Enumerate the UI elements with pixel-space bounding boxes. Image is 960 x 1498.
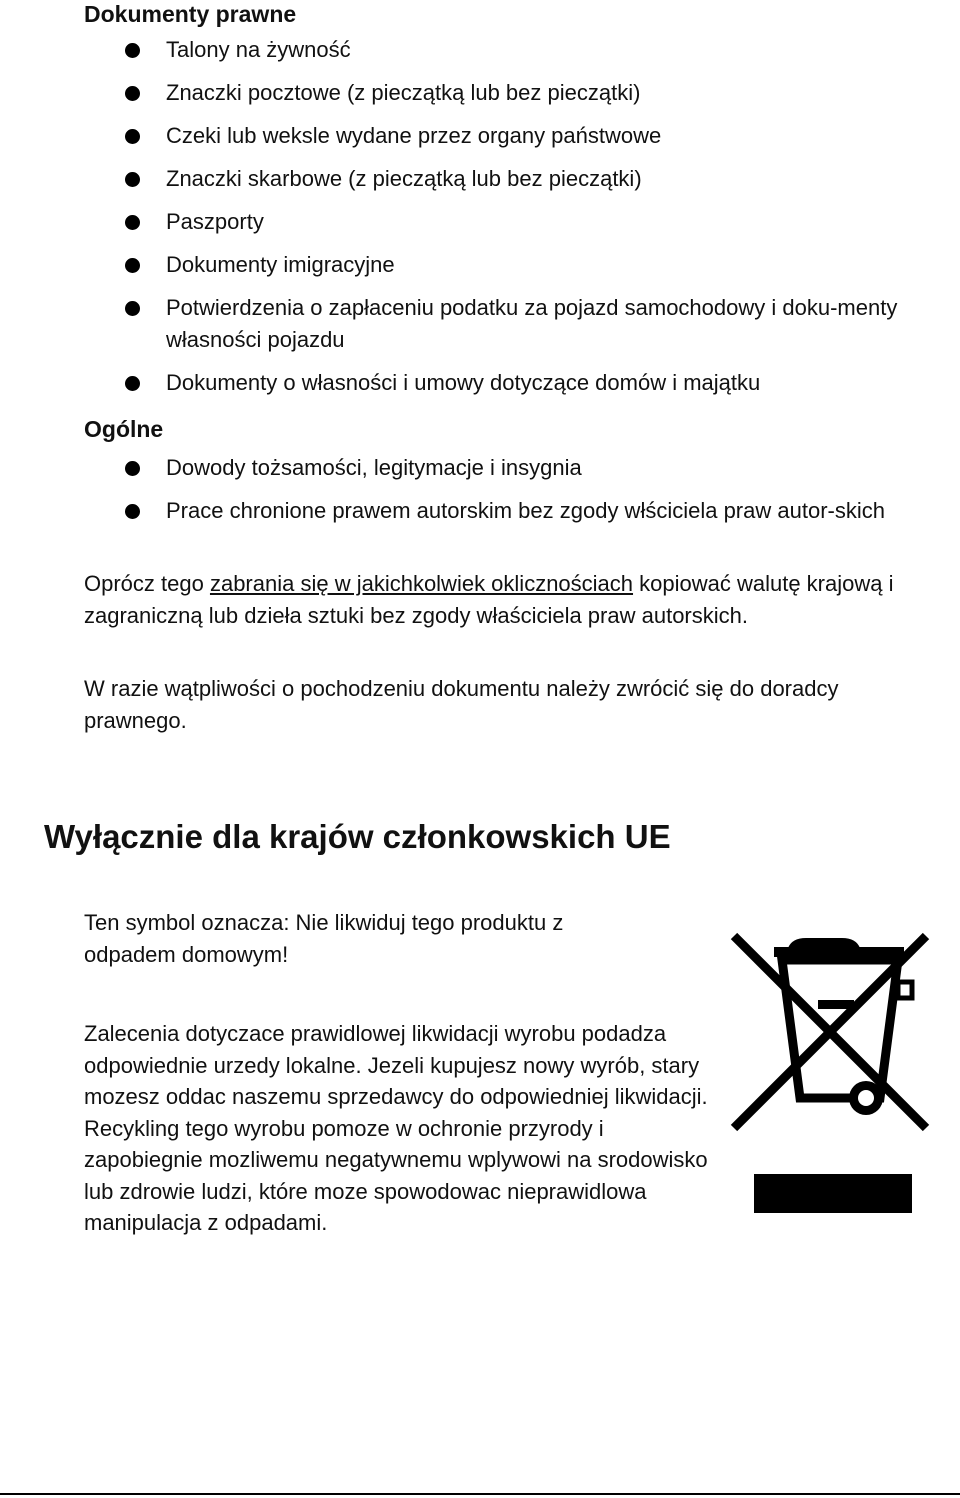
bullet-icon — [125, 43, 140, 58]
list-item: Dokumenty imigracyjne — [166, 252, 395, 277]
list-item: Dokumenty o własności i umowy dotyczące domów i majątku — [166, 370, 761, 395]
bullet-icon — [125, 504, 140, 519]
bullet-icon — [125, 301, 140, 316]
copying-prohibition-paragraph — [84, 568, 944, 632]
legal-advice-paragraph: W razie wątpliwości o pochodzeniu dokumentu należy zwrócić się do doradcy prawnego. — [84, 676, 839, 733]
list-item: Prace chronione prawem autorskim bez zgody włściciela praw autor-skich — [166, 498, 885, 523]
paragraph-text: kopiować walutę krajową i zagraniczną lub dzieła sztuki bez zgody właściciela praw autorskich. — [84, 571, 894, 628]
list-item: Znaczki skarbowe (z pieczątką lub bez pieczątki) — [166, 166, 642, 191]
list-item: Potwierdzenia o zapłaceniu podatku za pojazd samochodowy i doku-menty własności pojazdu — [166, 295, 898, 352]
bullet-icon — [125, 86, 140, 101]
general-heading: Ogólne — [84, 416, 164, 442]
legal-documents-heading: Dokumenty prawne — [84, 1, 297, 27]
eu-section-title: Wyłącznie dla krajów członkowskich UE — [44, 818, 671, 855]
list-item: Talony na żywność — [166, 37, 351, 62]
disposal-note: Zalecenia dotyczace prawidlowej likwidacji wyrobu podadza odpowiednie urzedy lokalne. Jezeli kupujesz nowy wyrób, stary mozesz oddac naszemu sprzedawcy do odpowiedniej likwidacji. Recykling tego wyrobu pomoze w ochronie przyrody i zapobiegnie mozliwemu negatywnemu wplywowi na srodowisko lub zdrowie ludzi, które moze spowodowac nieprawidlowa manipulacja z odpadami. — [84, 1021, 708, 1235]
bullet-icon — [125, 376, 140, 391]
underlined-text: zabrania się w jakichkolwiek oklicznościach — [209, 571, 634, 596]
paragraph-text: Oprócz tego — [84, 571, 210, 596]
footer-divider — [0, 1493, 960, 1495]
list-item: Dowody tożsamości, legitymacje i insygnia — [166, 455, 582, 480]
list-item: Paszporty — [166, 209, 264, 234]
bullet-icon — [125, 129, 140, 144]
bullet-icon — [125, 258, 140, 273]
bullet-icon — [125, 172, 140, 187]
list-item: Czeki lub weksle wydane przez organy państwowe — [166, 123, 662, 148]
crossed-out-wheelie-bin-icon — [730, 930, 930, 1220]
list-item: Znaczki pocztowe (z pieczątką lub bez pieczątki) — [166, 80, 641, 105]
bullet-icon — [125, 215, 140, 230]
symbol-note: Ten symbol oznacza: Nie likwiduj tego produktu z odpadem domowym! — [84, 910, 564, 967]
bullet-icon — [125, 461, 140, 476]
